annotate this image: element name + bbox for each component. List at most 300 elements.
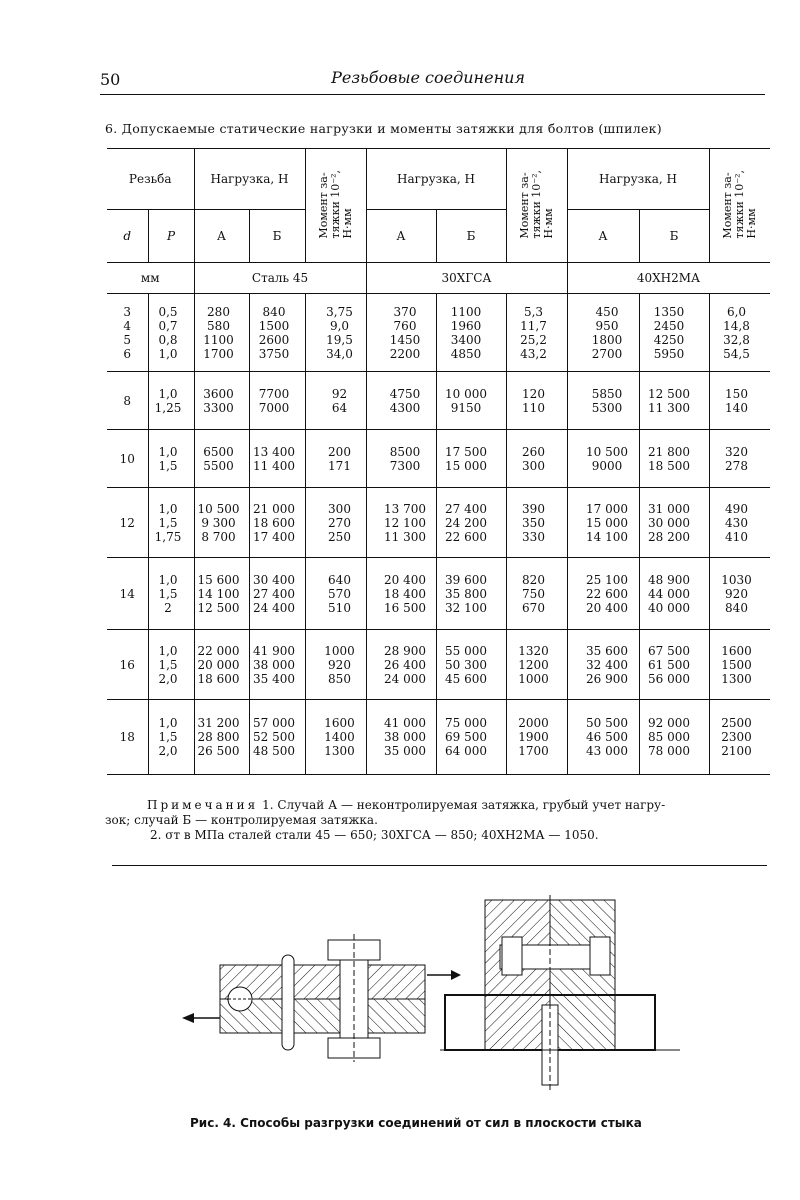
- cell-m2b: [436, 700, 506, 775]
- cell-m2t: [506, 294, 567, 372]
- cell-d: [107, 430, 148, 488]
- cell-value: 17 400: [253, 529, 295, 544]
- table-notes: [105, 798, 770, 843]
- cell-value: 8: [123, 393, 132, 408]
- cell-value: 120: [522, 386, 545, 401]
- cell-value: 16 500: [384, 600, 426, 615]
- cell-d: [107, 700, 148, 775]
- cell-value: 1450: [389, 332, 421, 347]
- cell-m2a: [366, 700, 436, 775]
- pin: [282, 955, 294, 1050]
- table-row: [107, 630, 770, 700]
- material-header-1: Сталь 45: [194, 263, 366, 294]
- cell-m2a: [366, 372, 436, 430]
- cell-value: 22 000: [197, 643, 240, 658]
- cell-m1t: [305, 294, 366, 372]
- cell-value: 5: [123, 332, 132, 347]
- cell-value: 21 800: [648, 444, 690, 459]
- cell-value: 5,3: [523, 304, 544, 319]
- cell-value: 1030: [721, 572, 752, 587]
- cell-m2t: [506, 430, 567, 488]
- cell-value: 10 500: [586, 444, 628, 459]
- cell-value: 300: [522, 458, 545, 473]
- cell-value: 9000: [591, 458, 623, 473]
- cell-value: 1,0: [158, 643, 178, 658]
- cell-m3a: [567, 630, 639, 700]
- cell-m2t: [506, 372, 567, 430]
- cell-value: 1,0: [158, 444, 178, 459]
- cell-m2t: [506, 488, 567, 558]
- cell-value: 55 000: [445, 643, 487, 658]
- cell-value: 9 300: [201, 515, 236, 530]
- cell-m1t: [305, 430, 366, 488]
- table-row: [107, 430, 770, 488]
- cell-value: 1000: [324, 643, 355, 658]
- figure-flange-joint: [440, 895, 680, 1095]
- cell-value: 12 100: [384, 515, 426, 530]
- cell-m3a: [567, 430, 639, 488]
- cell-m1t: [305, 372, 366, 430]
- cell-value: 4250: [653, 332, 685, 347]
- cell-value: 1000: [518, 671, 549, 686]
- cell-value: 54,5: [723, 346, 750, 361]
- cell-value: 57 000: [253, 716, 295, 730]
- cell-value: 2300: [721, 730, 752, 744]
- cell-value: 4: [123, 318, 132, 333]
- cell-value: 1100: [450, 304, 482, 319]
- cell-value: 50 500: [586, 716, 628, 730]
- cell-value: 20 400: [384, 572, 426, 587]
- cell-m1a: [194, 488, 249, 558]
- cell-m2b: [436, 558, 506, 630]
- cell-value: 1600: [721, 643, 752, 658]
- cell-m2b: [436, 372, 506, 430]
- cell-value: 820: [522, 572, 545, 587]
- cell-value: 56 000: [648, 671, 690, 686]
- cell-value: 92 000: [648, 716, 690, 730]
- cell-m1b: [249, 372, 305, 430]
- cell-m3a: [567, 558, 639, 630]
- figure-pin-bolt: [180, 930, 440, 1065]
- cell-value: 570: [328, 586, 351, 601]
- cell-value: 43 000: [586, 744, 628, 758]
- cell-m1t: [305, 630, 366, 700]
- cell-value: 18 600: [197, 671, 240, 686]
- cell-value: 7700: [258, 386, 290, 401]
- cell-value: 430: [725, 515, 748, 530]
- d-header: d: [123, 229, 132, 243]
- cell-value: 1,25: [154, 400, 182, 415]
- cell-value: 15 000: [445, 458, 487, 473]
- note-2: 2. σт в МПа сталей стали 45 — 650; 30ХГСА — 850; 40ХН2МА — 1050.: [150, 828, 599, 842]
- cell-value: 8500: [389, 444, 421, 459]
- nut-right: [590, 937, 610, 975]
- cell-value: 0,5: [158, 304, 178, 319]
- cell-value: 5950: [653, 346, 685, 361]
- cell-value: 4300: [389, 400, 421, 415]
- cell-value: 20 000: [197, 657, 240, 672]
- cell-value: 171: [328, 458, 351, 473]
- cell-value: 1,0: [158, 386, 178, 401]
- cell-d: [107, 372, 148, 430]
- cell-value: 450: [595, 304, 619, 319]
- cell-d: [107, 558, 148, 630]
- page-number: 50: [100, 70, 121, 89]
- cell-value: 45 600: [445, 671, 487, 686]
- cell-value: 370: [393, 304, 417, 319]
- cell-value: 27 400: [445, 501, 487, 516]
- cell-value: 20 400: [586, 600, 628, 615]
- cell-value: 2100: [721, 744, 752, 758]
- cell-m1b: [249, 700, 305, 775]
- cell-p: [148, 372, 194, 430]
- torque-header-2: Момент за- тяжки 10⁻², Н·мм: [506, 149, 567, 263]
- cell-value: 64: [331, 400, 348, 415]
- cell-m3b: [639, 430, 709, 488]
- cell-value: 260: [522, 444, 545, 459]
- table-row: [107, 372, 770, 430]
- cell-p: [148, 700, 194, 775]
- cell-value: 24 200: [445, 515, 487, 530]
- cell-value: 31 000: [648, 501, 690, 516]
- cell-m2b: [436, 630, 506, 700]
- cell-value: 38 000: [384, 730, 426, 744]
- cell-value: 64 000: [445, 744, 487, 758]
- table-row: [107, 294, 770, 372]
- cell-value: 22 600: [445, 529, 487, 544]
- cell-m2t: [506, 630, 567, 700]
- cell-value: 1320: [518, 643, 549, 658]
- cell-value: 2700: [591, 346, 623, 361]
- cell-m1a: [194, 630, 249, 700]
- notes-label: Примечания: [147, 798, 259, 812]
- cell-value: 2000: [518, 716, 549, 730]
- cell-value: 8 700: [201, 529, 236, 544]
- cell-value: 28 200: [648, 529, 690, 544]
- table-row: [107, 488, 770, 558]
- cell-value: 92: [331, 386, 348, 401]
- cell-value: 4850: [450, 346, 482, 361]
- cell-value: 3300: [203, 400, 234, 415]
- cell-value: 32,8: [723, 332, 750, 347]
- cell-value: 110: [522, 400, 545, 415]
- cell-value: 11,7: [520, 318, 547, 333]
- cell-m1b: [249, 488, 305, 558]
- cell-d: [107, 488, 148, 558]
- cell-value: 1,75: [154, 529, 182, 544]
- cell-value: 1300: [324, 744, 355, 758]
- cell-value: 6,0: [726, 304, 747, 319]
- cell-value: 1400: [324, 730, 355, 744]
- cell-value: 3400: [450, 332, 482, 347]
- cell-value: 1700: [203, 346, 234, 361]
- cell-value: 13 400: [253, 444, 295, 459]
- cell-value: 5850: [591, 386, 623, 401]
- cell-value: 670: [522, 600, 545, 615]
- cell-value: 18 600: [253, 515, 295, 530]
- material-header-3: 40ХН2МА: [567, 263, 770, 294]
- cell-value: 2,0: [158, 671, 178, 686]
- cell-value: 22 600: [586, 586, 628, 601]
- cell-value: 7000: [258, 400, 290, 415]
- cell-value: 18 400: [384, 586, 426, 601]
- cell-m2a: [366, 630, 436, 700]
- cell-value: 12 500: [197, 600, 240, 615]
- cell-m3t: [709, 488, 770, 558]
- cell-value: 140: [725, 400, 748, 415]
- cell-value: 25,2: [520, 332, 547, 347]
- cell-value: 41 000: [384, 716, 426, 730]
- cell-value: 920: [328, 657, 351, 672]
- cell-m2b: [436, 430, 506, 488]
- load-header-1: Нагрузка, Н: [194, 149, 305, 210]
- cell-d: [107, 630, 148, 700]
- cell-m3b: [639, 630, 709, 700]
- cell-value: 300: [328, 501, 351, 516]
- running-head: Резьбовые соединения: [331, 68, 525, 87]
- case-b-header-1: Б: [249, 210, 305, 263]
- cell-m1b: [249, 294, 305, 372]
- cell-value: 2500: [721, 716, 752, 730]
- cell-value: 1200: [518, 657, 549, 672]
- cell-m2a: [366, 430, 436, 488]
- cell-m3b: [639, 294, 709, 372]
- cell-m3t: [709, 558, 770, 630]
- cell-m2a: [366, 294, 436, 372]
- cell-value: 1500: [258, 318, 290, 333]
- cell-m3t: [709, 372, 770, 430]
- cell-value: 10: [119, 451, 135, 466]
- cell-value: 3,75: [326, 304, 353, 319]
- cell-value: 0,8: [158, 332, 178, 347]
- cell-value: 44 000: [648, 586, 690, 601]
- load-header-3: Нагрузка, Н: [567, 149, 709, 210]
- cell-value: 17 500: [445, 444, 487, 459]
- table-row: [107, 700, 770, 775]
- table-caption: 6. Допускаемые статические нагрузки и моменты затяжки для болтов (шпилек): [105, 121, 662, 136]
- cell-m1a: [194, 700, 249, 775]
- cell-m1a: [194, 430, 249, 488]
- cell-p: [148, 294, 194, 372]
- torque-header-3: Момент за- тяжки 10⁻², Н·мм: [709, 149, 770, 263]
- cell-value: 1350: [653, 304, 685, 319]
- cell-value: 38 000: [253, 657, 295, 672]
- cell-value: 200: [328, 444, 351, 459]
- cell-value: 2: [164, 600, 172, 615]
- bolt-head-right: [502, 937, 522, 975]
- cell-value: 270: [328, 515, 351, 530]
- cell-value: 75 000: [445, 716, 487, 730]
- torque-header-1: Момент за- тяжки 10⁻², Н·мм: [305, 149, 366, 263]
- cell-m3t: [709, 430, 770, 488]
- cell-value: 510: [328, 600, 351, 615]
- case-a-header-3: A: [567, 210, 639, 263]
- cell-value: 18: [119, 730, 135, 744]
- cell-value: 640: [328, 572, 351, 587]
- cell-value: 920: [725, 586, 748, 601]
- note-1-cont: зок; случай Б — контролируемая затяжка.: [105, 813, 378, 827]
- case-b-header-3: Б: [639, 210, 709, 263]
- cell-value: 48 500: [253, 744, 295, 758]
- material-header-2: 30ХГСА: [366, 263, 567, 294]
- cell-value: 50 300: [445, 657, 487, 672]
- cell-value: 35 800: [445, 586, 487, 601]
- cell-m3b: [639, 558, 709, 630]
- cell-value: 2600: [258, 332, 290, 347]
- cell-value: 6500: [203, 444, 234, 459]
- cell-value: 9150: [450, 400, 482, 415]
- cell-m2b: [436, 488, 506, 558]
- notes-rule: [112, 865, 767, 866]
- cell-value: 1,0: [158, 346, 178, 361]
- cell-m1a: [194, 372, 249, 430]
- cell-p: [148, 430, 194, 488]
- cell-value: 1,5: [158, 657, 178, 672]
- figure-caption: Рис. 4. Способы разгрузки соединений от сил в плоскости стыка: [190, 1116, 642, 1130]
- cell-value: 13 700: [384, 501, 426, 516]
- cell-value: 61 500: [648, 657, 690, 672]
- case-a-header-2: A: [366, 210, 436, 263]
- cell-value: 14,8: [723, 318, 750, 333]
- cell-value: 35 600: [586, 643, 628, 658]
- cell-value: 11 300: [648, 400, 690, 415]
- cell-value: 580: [207, 318, 230, 333]
- cell-value: 4750: [389, 386, 421, 401]
- cell-value: 16: [119, 657, 135, 672]
- cell-value: 27 400: [253, 586, 295, 601]
- cell-m3b: [639, 700, 709, 775]
- cell-p: [148, 558, 194, 630]
- cell-value: 15 000: [586, 515, 628, 530]
- cell-value: 1300: [721, 671, 752, 686]
- cell-m1b: [249, 630, 305, 700]
- cell-value: 1,5: [158, 515, 178, 530]
- cell-value: 52 500: [253, 730, 295, 744]
- cell-value: 15 600: [197, 572, 240, 587]
- cell-value: 250: [328, 529, 351, 544]
- cell-value: 12: [119, 515, 135, 530]
- cell-value: 278: [725, 458, 748, 473]
- cell-m3t: [709, 700, 770, 775]
- thread-header: Резьба: [107, 149, 194, 210]
- cell-value: 3: [123, 304, 132, 319]
- load-header-2: Нагрузка, Н: [366, 149, 506, 210]
- cell-value: 3750: [258, 346, 290, 361]
- cell-m2a: [366, 558, 436, 630]
- cell-value: 28 900: [384, 643, 426, 658]
- cell-value: 10 000: [445, 386, 487, 401]
- cell-value: 41 900: [253, 643, 295, 658]
- cell-value: 1,0: [158, 501, 178, 516]
- cell-m2a: [366, 488, 436, 558]
- cell-m2b: [436, 294, 506, 372]
- cell-value: 2200: [389, 346, 421, 361]
- cell-value: 5300: [591, 400, 623, 415]
- cell-m3a: [567, 372, 639, 430]
- cell-value: 21 000: [253, 501, 295, 516]
- cell-value: 1900: [518, 730, 549, 744]
- cell-m1a: [194, 294, 249, 372]
- cell-value: 14 100: [197, 586, 240, 601]
- cell-value: 25 100: [586, 572, 628, 587]
- cell-value: 840: [262, 304, 286, 319]
- cell-value: 390: [522, 501, 545, 516]
- cell-m1t: [305, 558, 366, 630]
- cell-value: 1,5: [158, 730, 178, 744]
- cell-value: 1500: [721, 657, 752, 672]
- cell-m3t: [709, 294, 770, 372]
- cell-value: 760: [393, 318, 417, 333]
- note-1: 1. Случай А — неконтролируемая затяжка, грубый учет нагру-: [262, 798, 666, 812]
- cell-value: 85 000: [648, 730, 690, 744]
- cell-value: 14 100: [586, 529, 628, 544]
- cell-value: 11 300: [384, 529, 426, 544]
- cell-value: 850: [328, 671, 351, 686]
- cell-value: 1960: [450, 318, 482, 333]
- cell-value: 330: [522, 529, 545, 544]
- cell-m3b: [639, 488, 709, 558]
- cell-value: 78 000: [648, 744, 690, 758]
- cell-value: 490: [725, 501, 748, 516]
- header-rule: [100, 94, 765, 95]
- cell-value: 320: [725, 444, 748, 459]
- cell-value: 30 400: [253, 572, 295, 587]
- cell-value: 26 500: [197, 744, 240, 758]
- cell-value: 350: [522, 515, 545, 530]
- cell-value: 48 900: [648, 572, 690, 587]
- cell-value: 12 500: [648, 386, 690, 401]
- cell-m1b: [249, 430, 305, 488]
- cell-value: 69 500: [445, 730, 487, 744]
- cell-value: 1,5: [158, 458, 178, 473]
- cell-value: 30 000: [648, 515, 690, 530]
- cell-value: 32 100: [445, 600, 487, 615]
- cell-d: [107, 294, 148, 372]
- cell-value: 150: [725, 386, 748, 401]
- cell-value: 10 500: [197, 501, 240, 516]
- cell-value: 28 800: [197, 730, 240, 744]
- cell-value: 35 400: [253, 671, 295, 686]
- cell-value: 1700: [518, 744, 549, 758]
- cell-value: 5500: [203, 458, 234, 473]
- cell-value: 35 000: [384, 744, 426, 758]
- cell-value: 280: [207, 304, 230, 319]
- cell-value: 0,7: [158, 318, 178, 333]
- cell-value: 11 400: [253, 458, 295, 473]
- cell-m3a: [567, 700, 639, 775]
- cell-value: 19,5: [326, 332, 353, 347]
- cell-value: 34,0: [326, 346, 353, 361]
- cell-value: 1,0: [158, 572, 178, 587]
- table-row: [107, 558, 770, 630]
- cell-value: 46 500: [586, 730, 628, 744]
- cell-value: 26 400: [384, 657, 426, 672]
- cell-value: 24 400: [253, 600, 295, 615]
- cell-value: 24 000: [384, 671, 426, 686]
- cell-value: 32 400: [586, 657, 628, 672]
- cell-value: 14: [119, 586, 135, 601]
- cell-value: 750: [522, 586, 545, 601]
- cell-value: 1600: [324, 716, 355, 730]
- cell-value: 9,0: [329, 318, 350, 333]
- cell-value: 39 600: [445, 572, 487, 587]
- case-b-header-2: Б: [436, 210, 506, 263]
- bolt-load-table: [107, 148, 770, 775]
- cell-value: 3600: [203, 386, 234, 401]
- cell-value: 6: [123, 346, 132, 361]
- cell-value: 1800: [591, 332, 623, 347]
- case-a-header-1: A: [194, 210, 249, 263]
